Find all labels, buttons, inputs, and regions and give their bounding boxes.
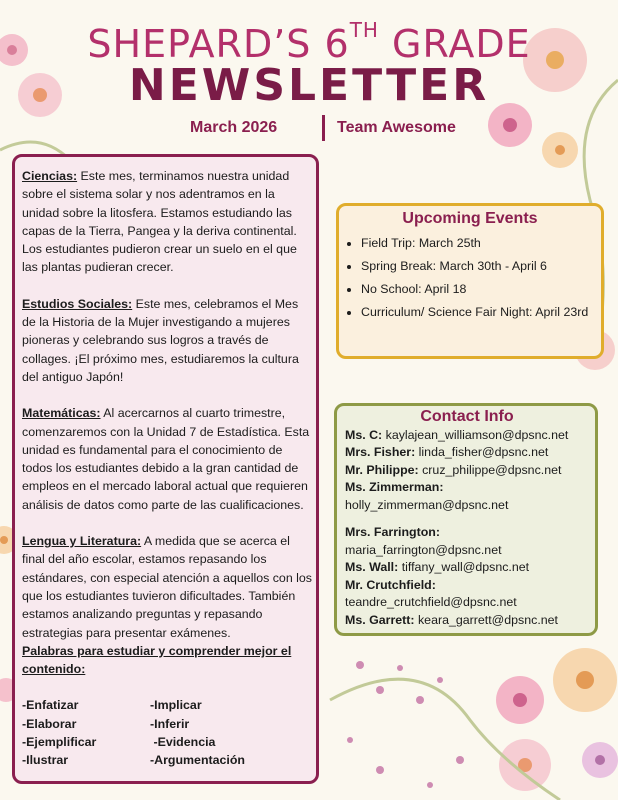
contact-row: Ms. Garrett: keara_garrett@dpsnc.net <box>345 612 558 627</box>
contact-row: Mrs. Farrington: maria_farrington@dpsnc.net <box>345 525 502 557</box>
newsletter-title-line1: SHEPARD’S 6TH GRADE <box>87 18 531 66</box>
list-item: • No School: April 18 <box>361 278 591 301</box>
flower-icon <box>499 739 551 791</box>
flower-icon <box>542 132 578 168</box>
list-item: -Inferir <box>150 716 190 731</box>
list-item: -Argumentación <box>150 753 245 768</box>
subjects-panel <box>12 154 319 784</box>
list-item: -Evidencia <box>150 735 216 750</box>
events-title: Upcoming Events <box>402 210 538 227</box>
section-matematicas: Matemáticas: Al acercarnos al cuarto trimestre, comenzaremos con la Unidad 7 de Estadística. Esta unidad es fundamental para el conocimiento de todos los estudiantes debido a la gran cantidad de empleos en el mercado laboral actual que requieren análisis de datos como parte de las cualificaciones. <box>22 406 310 512</box>
words-title: Palabras para estudiar y comprender mejor el contenido: <box>22 643 292 677</box>
issue-date: March 2026 <box>190 119 278 136</box>
divider <box>322 115 325 141</box>
list-item: -Ejemplificar <box>22 735 97 750</box>
list-item: • Spring Break: March 30th - April 6 <box>361 255 591 278</box>
spacer <box>345 514 589 524</box>
section-lengua: Lengua y Literatura: A medida que se acerca el final del año escolar, estamos repasando los estándares, con especial atención a aquellos con los que los estudiantes tuvieron dificultades. También estamos analizando preguntas y repasando estrategias para presentar exámenes. <box>22 534 312 640</box>
list-item: -Elaborar <box>22 716 77 731</box>
flower-icon <box>553 648 617 712</box>
list-item: -Enfatizar <box>22 698 79 713</box>
contact-row: Ms. Wall: tiffany_wall@dpsnc.net <box>345 560 530 574</box>
vocab-list <box>22 696 312 769</box>
contact-row: Mr. Crutchfield: teandre_crutchfield@dpsnc.net <box>345 577 517 609</box>
contact-row: Ms. Zimmerman: holly_zimmerman@dpsnc.net <box>345 480 509 512</box>
upcoming-events-box <box>336 203 604 359</box>
contact-row: Ms. C: kaylajean_williamson@dpsnc.net <box>345 427 569 442</box>
list-item: -Ilustrar <box>22 753 69 768</box>
flower-icon <box>582 742 618 778</box>
list-item: • Field Trip: March 25th <box>361 232 591 255</box>
subtitle-row <box>180 115 500 143</box>
contact-row: Mr. Philippe: cruz_philippe@dpsnc.net <box>345 462 562 477</box>
team-name: Team Awesome <box>337 119 456 136</box>
flower-icon <box>496 676 544 724</box>
newsletter-title: NEWSLETTER <box>128 60 490 111</box>
section-ciencias: Ciencias: Este mes, terminamos nuestra unidad sobre el sistema solar y nos adentramos en la unidad sobre la litosfera. Estamos estudiando las capas de la Tierra, Pangea y la deriva continental. Los estudiantes pudieron crear un suelo en el que las plantas pudieran crecer. <box>22 169 297 275</box>
events-list <box>349 232 591 324</box>
list-item: -Implicar <box>150 698 202 713</box>
contact-title: Contact Info <box>420 408 514 425</box>
section-estudios-sociales: Estudios Sociales: Este mes, celebramos el Mes de la Historia de la Mujer investigando a mujeres pioneras y celebrando sus logros a través de collages. ¡El próximo mes, estudiaremos la cultura del antiguo Japón! <box>22 296 299 384</box>
contact-row: Mrs. Fisher: linda_fisher@dpsnc.net <box>345 445 549 459</box>
contact-info-box <box>334 403 598 636</box>
list-item: • Curriculum/ Science Fair Night: April 23rd <box>361 301 591 324</box>
